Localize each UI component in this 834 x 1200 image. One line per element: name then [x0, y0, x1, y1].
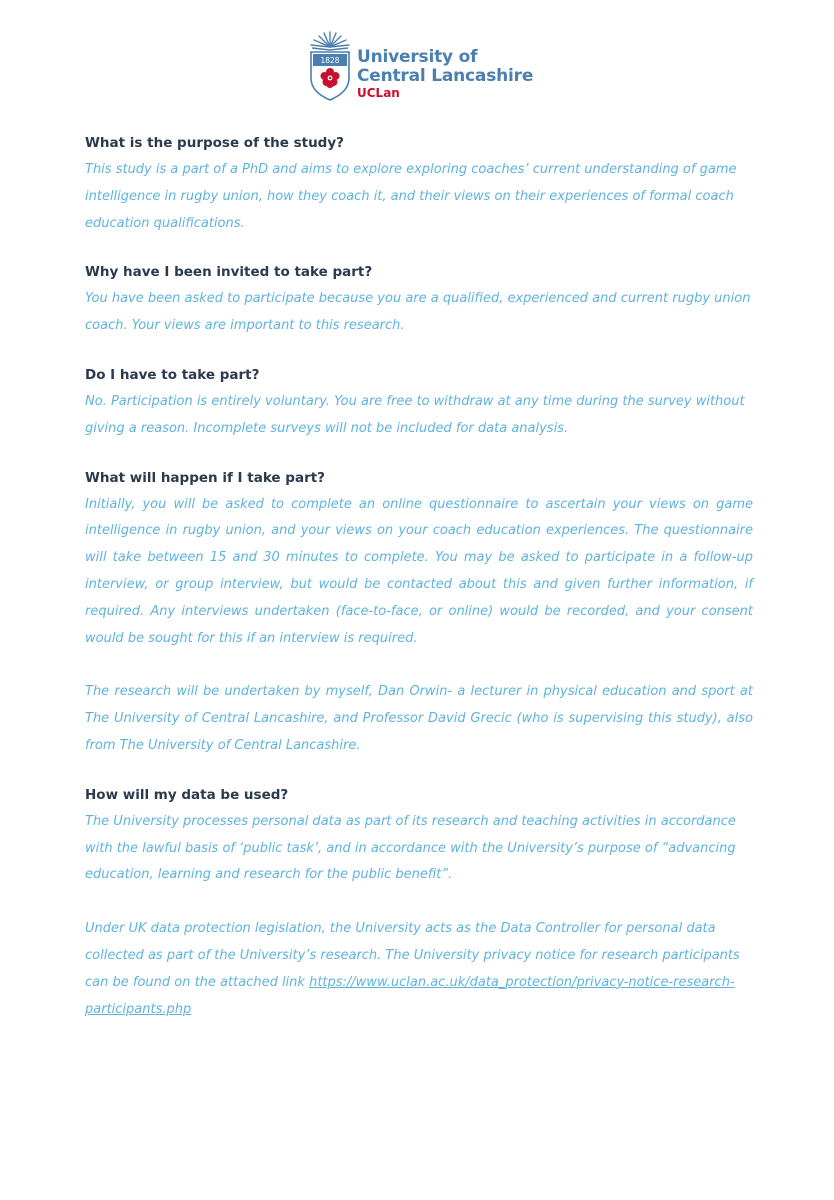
heading-purpose: What is the purpose of the study? [85, 135, 344, 151]
logo-wordmark [357, 48, 557, 101]
section-purpose [85, 135, 753, 237]
section-data [85, 787, 753, 1024]
section-invited [85, 264, 753, 340]
section-happen [85, 470, 753, 760]
logo-year-label [313, 54, 347, 66]
paragraph-invited: You have been asked to participate because you are a qualified, experienced and current rugby union coach. Your views are important to this research. [85, 291, 751, 334]
svg-text:1828: 1828 [320, 56, 340, 66]
heading-happen: What will happen if I take part? [85, 469, 326, 486]
uclan-shield-icon [309, 30, 351, 102]
heading-data: How will my data be used? [85, 786, 289, 803]
logo-line-central-lancashire: Central Lancashire [357, 66, 534, 86]
privacy-notice-link[interactable]: https://www.uclan.ac.uk/data_protection/privacy-notice-research-participants.php [85, 974, 735, 1017]
logo-line-university-of: University of [357, 47, 478, 67]
paragraph-purpose: This study is a part of a PhD and aims to explore exploring coaches’ current understanding of game intelligence in rugby union, how they coach it, and their views on their experiences of formal coach education qualifications. [85, 162, 737, 231]
section-have-to [85, 367, 753, 443]
paragraph-happen-1: Initially, you will be asked to complete an online questionnaire to ascertain your views on game intelligence in rugby union, and your views on your coach education experiences. The questionnaire will take between 15 and 30 minutes to complete. You may be asked to participate in a follow-up interview, or group interview, but would be contacted about this and given further information, if required. Any interviews undertaken (face-to-face, or online) would be recorded, and your consent would be sought for this if an interview is required. [85, 496, 753, 646]
uclan-logo [309, 30, 549, 104]
paragraph-data-1: The University processes personal data as part of its research and teaching activities in accordance with the lawful basis of ‘public task’, and in accordance with the University’s purpose of “advancing education, learning and research for the public benefit”. [85, 813, 736, 883]
logo-line-uclan: UCLan [357, 86, 400, 100]
document-body [85, 135, 753, 1023]
heading-invited: Why have I been invited to take part? [85, 264, 373, 281]
paragraph-data-2-text: Under UK data protection legislation, the University acts as the Data Controller for personal data collected as part of the University’s research. The University privacy notice for research participants can be found on the attached link [85, 921, 740, 990]
paragraph-have-to: No. Participation is entirely voluntary. You are free to withdraw at any time during the survey without giving a reason. Incomplete surveys will not be included for data analysis. [85, 393, 745, 436]
heading-have-to: Do I have to take part? [85, 366, 260, 383]
paragraph-data-2 [85, 916, 753, 1023]
paragraph-happen-2: The research will be undertaken by myself, Dan Orwin- a lecturer in physical education and sport at The University of Central Lancashire, and Professor David Grecic (who is supervising this study), also from The University of Central Lancashire. [85, 684, 753, 753]
